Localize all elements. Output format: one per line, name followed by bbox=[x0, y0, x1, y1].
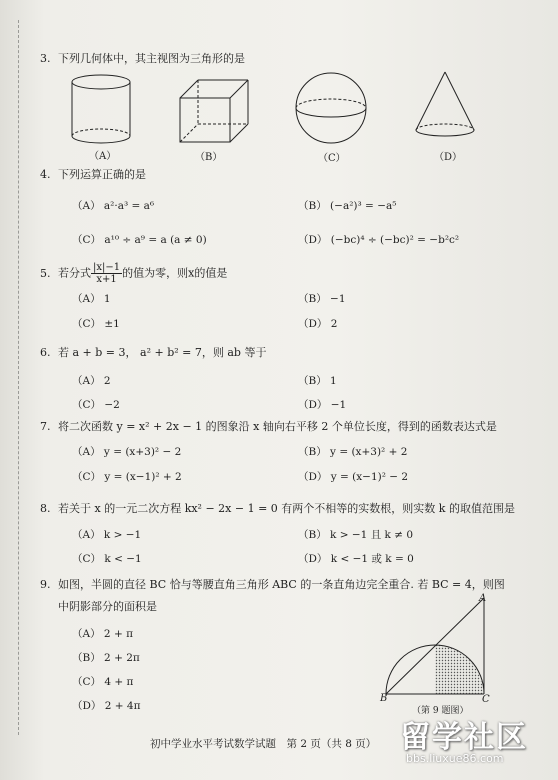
question-6 bbox=[40, 346, 266, 360]
q4-option-c: （C） a¹⁰ ÷ a⁹ = a (a ≠ 0) bbox=[72, 234, 207, 246]
q8-option-a: （A） k > −1 bbox=[72, 529, 142, 541]
watermark-logo bbox=[400, 712, 545, 770]
q5-option-a: （A） 1 bbox=[72, 293, 111, 305]
fraction-denominator: x+1 bbox=[96, 274, 117, 285]
watermark-url: bbs.liuxue86.com bbox=[406, 752, 504, 765]
question-text: 下列几何体中，其主视图为三角形的是 bbox=[58, 52, 245, 65]
q9-option-b: （B） 2 + 2π bbox=[72, 652, 140, 664]
label-a: （A） bbox=[89, 151, 117, 162]
question-7 bbox=[40, 420, 545, 434]
question-text-post: 的值为零，则x的值是 bbox=[122, 266, 228, 280]
label-d: （D） bbox=[434, 152, 463, 163]
cube-icon bbox=[180, 80, 248, 142]
q9-option-c: （C） 4 + π bbox=[72, 676, 134, 688]
point-a-label: A bbox=[479, 593, 487, 604]
question-number: 3. bbox=[40, 52, 51, 65]
q6-option-a: （A） 2 bbox=[72, 375, 111, 387]
question-number: 7. bbox=[40, 420, 51, 433]
fraction-numerator: |x|−1 bbox=[93, 262, 121, 273]
question-number: 9. bbox=[40, 578, 51, 591]
question-5 bbox=[40, 262, 227, 285]
q7-option-b: （B） y = (x+3)² + 2 bbox=[298, 446, 408, 458]
question-text: 若关于 x 的一元二次方程 kx² − 2x − 1 = 0 有两个不相等的实数根，则实数 k 的取值范围是 bbox=[58, 502, 515, 515]
q5-option-d: （D） 2 bbox=[298, 318, 338, 330]
q4-option-b: （B） (−a²)³ = −a⁵ bbox=[298, 200, 397, 212]
question-text-pre: 若分式 bbox=[58, 266, 91, 280]
question-number: 8. bbox=[40, 502, 51, 515]
q6-option-c: （C） −2 bbox=[72, 399, 120, 411]
question-number: 5. bbox=[40, 266, 51, 280]
q8-option-c: （C） k < −1 bbox=[72, 553, 142, 565]
label-c: （C） bbox=[318, 153, 346, 164]
q9-option-a: （A） 2 + π bbox=[72, 628, 133, 640]
page-footer: 初中学业水平考试数学试题 第 2 页（共 8 页） bbox=[150, 738, 377, 750]
q6-option-d: （D） −1 bbox=[298, 399, 347, 411]
q7-option-a: （A） y = (x+3)² − 2 bbox=[72, 446, 182, 458]
question-9-cont: 中阴影部分的面积是 bbox=[58, 600, 157, 613]
q5-option-c: （C） ±1 bbox=[72, 318, 120, 330]
fraction bbox=[91, 262, 122, 285]
cone-icon bbox=[416, 72, 474, 136]
q8-option-b: （B） k > −1 且 k ≠ 0 bbox=[298, 529, 414, 541]
question-text: 下列运算正确的是 bbox=[58, 168, 146, 181]
question-4 bbox=[40, 168, 146, 182]
point-c-label: C bbox=[482, 694, 490, 705]
cylinder-icon bbox=[72, 75, 130, 143]
q4-option-a: （A） a²·a³ = a⁶ bbox=[72, 200, 155, 212]
q5-option-b: （B） −1 bbox=[298, 293, 346, 305]
q4-option-d: （D） (−bc)⁴ ÷ (−bc)² = −b²c² bbox=[298, 234, 460, 246]
q3-solids-figure bbox=[0, 0, 558, 170]
question-number: 4. bbox=[40, 168, 51, 181]
q6-option-b: （B） 1 bbox=[298, 375, 337, 387]
q9-option-d: （D） 2 + 4π bbox=[72, 700, 141, 712]
question-text-line1: 如图，半圆的直径 BC 恰与等腰直角三角形 ABC 的一条直角边完全重合. 若 BC = 4，则图 bbox=[58, 578, 505, 591]
sphere-icon bbox=[296, 73, 366, 143]
question-8 bbox=[40, 502, 545, 516]
question-text: 若 a + b = 3， a² + b² = 7，则 ab 等于 bbox=[58, 346, 267, 359]
figure-caption: （第 9 题图） bbox=[412, 706, 469, 716]
q7-option-c: （C） y = (x−1)² + 2 bbox=[72, 471, 182, 483]
question-number: 6. bbox=[40, 346, 51, 359]
q8-option-d: （D） k < −1 或 k = 0 bbox=[298, 553, 414, 565]
label-b: （B） bbox=[195, 152, 223, 163]
question-text: 将二次函数 y = x² + 2x − 1 的图象沿 x 轴向右平移 2 个单位长度，得到的函数表达式是 bbox=[58, 420, 497, 433]
point-b-label: B bbox=[380, 693, 388, 704]
shaded-region bbox=[435, 645, 483, 694]
watermark-title: 留学社区 bbox=[400, 720, 528, 755]
q7-option-d: （D） y = (x−1)² − 2 bbox=[298, 471, 409, 483]
